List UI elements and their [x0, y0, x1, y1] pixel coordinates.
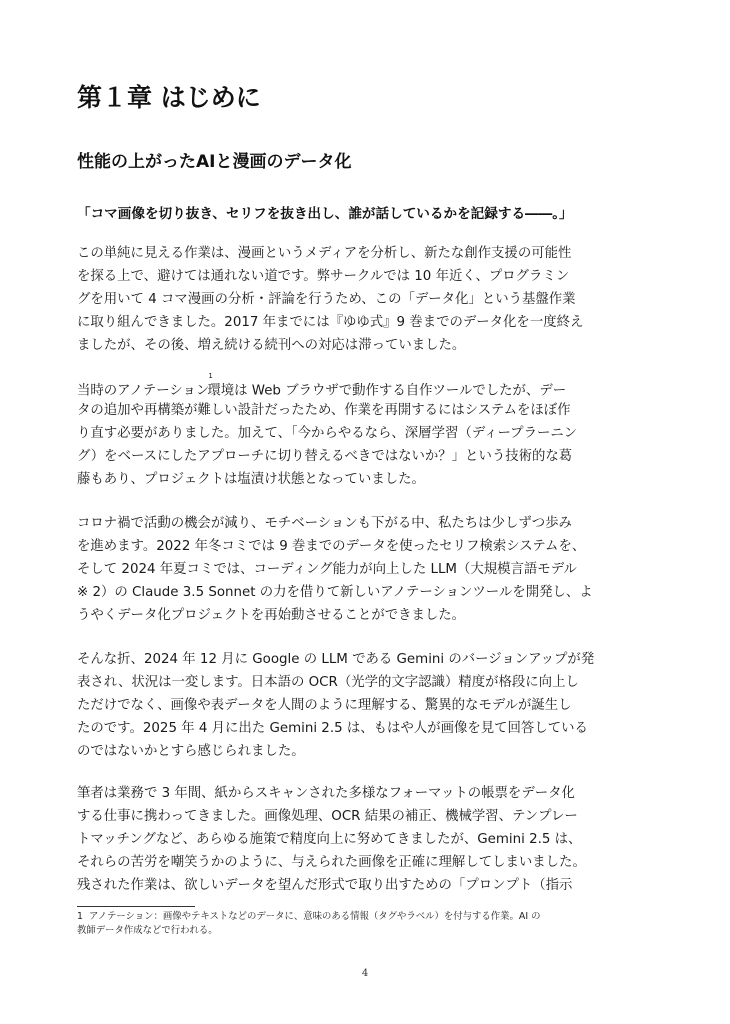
paragraph-line: する仕事に携わってきました。画像処理、OCR 結果の補正、機械学習、テンプレー	[77, 809, 578, 825]
paragraph-line: うやくデータ化プロジェクトを再始動させることができました。	[77, 608, 466, 624]
paragraph-2	[77, 372, 617, 491]
paragraph-line: 当時のアノテーション$^1$環境は Web ブラウザで動作する自作ツールでしたが、デー	[77, 372, 567, 399]
footnote-number: 1	[77, 911, 83, 922]
paragraph-line: それらの苦労を嘲笑うかのように、与えられた画像を正確に理解してしまいました。	[77, 855, 586, 871]
paragraph-line: そんな折、2024 年 12 月に Google の LLM である Gemini のバージョンアップが発	[77, 652, 595, 667]
paragraph-line-end: 環境は Web ブラウザで動作する自作ツールでしたが、デー	[207, 383, 567, 399]
paragraph-line: たのです。2025 年 4 月に出た Gemini 2.5 は、もはや人が画像を見て回答している	[77, 721, 588, 737]
paragraph-line: ただけでなく、画像や表データを人間のように理解する、驚異的なモデルが誕生し	[77, 698, 572, 714]
paragraph-line: コロナ禍で活動の機会が減り、モチベーションも下がる中、私たちは少しずつ歩み	[77, 516, 572, 531]
paragraph-line: 残された作業は、欲しいデータを望んだ形式で取り出すための「プロンプト（指示	[77, 878, 573, 894]
paragraph-line: ※ 2）の Claude 3.5 Sonnet の力を借りて新しいアノテーションツールを開発し、よ	[77, 585, 593, 601]
pull-quote: 「コマ画像を切り抜き、セリフを抜き出し、誰が話しているかを記録する――。」	[77, 206, 573, 222]
footnote	[77, 910, 622, 938]
paragraph-3	[77, 512, 617, 627]
paragraph-line: タの追加や再構築が難しい設計だったため、作業を再開するにはシステムをほぼ作	[77, 403, 571, 419]
paragraph-1	[77, 242, 617, 357]
paragraph-line: グを用いて 4 コマ漫画の分析・評論を行うため、この「データ化」という基盤作業	[77, 292, 576, 308]
chapter-title: 第１章 はじめに	[77, 83, 261, 112]
paragraph-line: のではないかとすら感じられました。	[77, 744, 305, 760]
paragraph-line: グ）をベースにしたアプローチに切り替えるべきではないか？」という技術的な葛	[77, 449, 573, 465]
paragraph-line: 表され、状況は一変します。日本語の OCR（光学的文字認識）精度が格段に向上し	[77, 675, 579, 691]
paragraph-line: 筆者は業務で 3 年間、紙からスキャンされた多様なフォーマットの帳票をデータ化	[77, 786, 575, 801]
footnote-text: アノテーション：画像やテキストなどのデータに、意味のある情報（タグやラベル）を付与する作業。AI の	[88, 911, 541, 922]
section-title: 性能の上がったAIと漫画のデータ化	[77, 152, 352, 172]
page-number: 4	[361, 968, 369, 979]
paragraph-line: トマッチングなど、あらゆる施策で精度向上に努めてきましたが、Gemini 2.5 は、	[77, 832, 582, 848]
paragraph-line: に取り組んできました。2017 年までには『ゆゆ式』9 巻までのデータ化を一度終え	[77, 315, 584, 331]
paragraph-line-start: 当時のアノテーション	[77, 383, 210, 399]
footnote-divider	[77, 906, 195, 907]
paragraph-5	[77, 782, 617, 897]
paragraph-line: り直す必要がありました。加えて、「今からやるなら、深層学習（ディープラーニン	[77, 426, 578, 442]
paragraph-line: ましたが、その後、増え続ける続刊への対応は滞っていました。	[77, 338, 466, 354]
paragraph-line: を探る上で、避けては通れない道です。弊サークルでは 10 年近く、プログラミン	[77, 269, 570, 285]
footnote-line	[77, 910, 622, 924]
paragraph-4	[77, 648, 617, 763]
paragraph-line: を進めます。2022 年冬コミでは 9 巻までのデータを使ったセリフ検索システムを、	[77, 539, 586, 555]
footnote-line: 教師データ作成などで行われる。	[77, 925, 218, 936]
paragraph-line: この単純に見える作業は、漫画というメディアを分析し、新たな創作支援の可能性	[77, 246, 572, 261]
paragraph-line: 藤もあり、プロジェクトは塩漬け状態となっていました。	[77, 472, 425, 488]
paragraph-line: そして 2024 年夏コミでは、コーディング能力が向上した LLM（大規模言語モデル	[77, 562, 577, 578]
